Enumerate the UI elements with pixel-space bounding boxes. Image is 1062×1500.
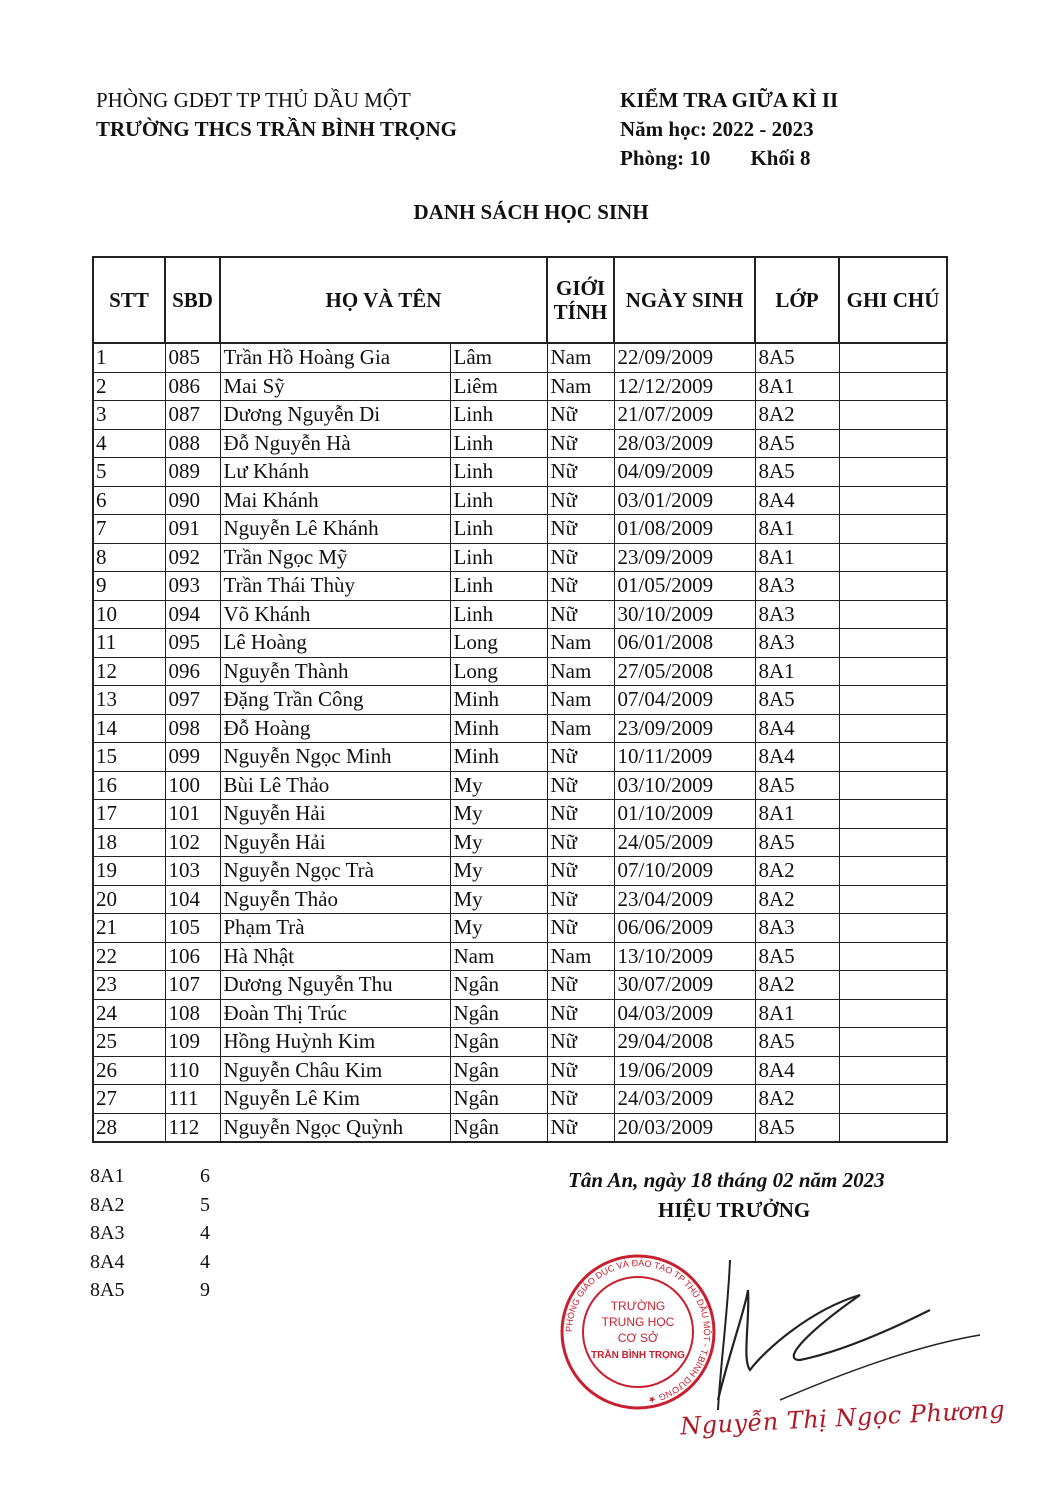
cell-gioi-tinh: Nữ [547,401,614,430]
cell-sbd: 094 [165,600,220,629]
cell-ghi-chu [839,857,947,886]
cell-ho: Dương Nguyễn Di [220,401,450,430]
col-header-gender-line2: TÍNH [553,300,608,324]
svg-text:TRẦN BÌNH TRỌNG: TRẦN BÌNH TRỌNG [591,1350,685,1361]
cell-gioi-tinh: Nữ [547,914,614,943]
cell-lop: 8A5 [755,828,839,857]
cell-lop: 8A1 [755,543,839,572]
cell-ten: Linh [450,515,547,544]
table-row [93,914,947,943]
table-row [93,629,947,658]
cell-ten: My [450,828,547,857]
col-header-name: HỌ VÀ TÊN [220,257,547,343]
cell-ho: Trần Thái Thùy [220,572,450,601]
cell-ngay-sinh: 24/05/2009 [614,828,755,857]
cell-ghi-chu [839,343,947,372]
cell-ngay-sinh: 22/09/2009 [614,343,755,372]
cell-ten: Ngân [450,1028,547,1057]
cell-ten: My [450,857,547,886]
header-right [620,86,838,173]
class-code: 8A4 [90,1250,125,1273]
cell-ngay-sinh: 23/09/2009 [614,543,755,572]
cell-lop: 8A2 [755,401,839,430]
cell-lop: 8A5 [755,771,839,800]
header-left [96,86,457,144]
cell-lop: 8A1 [755,657,839,686]
cell-lop: 8A5 [755,686,839,715]
cell-ngay-sinh: 23/09/2009 [614,714,755,743]
cell-gioi-tinh: Nữ [547,1056,614,1085]
cell-stt: 19 [93,857,165,886]
table-row [93,999,947,1028]
cell-gioi-tinh: Nữ [547,1113,614,1142]
cell-stt: 14 [93,714,165,743]
cell-lop: 8A4 [755,743,839,772]
cell-ten: My [450,914,547,943]
cell-ngay-sinh: 30/10/2009 [614,600,755,629]
cell-gioi-tinh: Nữ [547,458,614,487]
cell-ghi-chu [839,372,947,401]
cell-ten: Ngân [450,971,547,1000]
cell-lop: 8A3 [755,600,839,629]
exam-name: KIỂM TRA GIỮA KÌ II [620,88,839,112]
cell-ngay-sinh: 12/12/2009 [614,372,755,401]
cell-ho: Trần Ngọc Mỹ [220,543,450,572]
cell-gioi-tinh: Nữ [547,600,614,629]
cell-sbd: 107 [165,971,220,1000]
cell-ngay-sinh: 19/06/2009 [614,1056,755,1085]
cell-sbd: 101 [165,800,220,829]
table-row [93,1056,947,1085]
cell-ho: Phạm Trà [220,914,450,943]
cell-ghi-chu [839,657,947,686]
svg-text:CƠ SỞ: CƠ SỞ [617,1331,659,1345]
cell-lop: 8A3 [755,914,839,943]
cell-sbd: 099 [165,743,220,772]
cell-sbd: 090 [165,486,220,515]
cell-gioi-tinh: Nữ [547,572,614,601]
cell-ngay-sinh: 29/04/2008 [614,1028,755,1057]
cell-ngay-sinh: 13/10/2009 [614,942,755,971]
class-count: 4 [200,1250,210,1273]
cell-ho: Nguyễn Thành [220,657,450,686]
cell-gioi-tinh: Nữ [547,743,614,772]
cell-sbd: 108 [165,999,220,1028]
cell-ten: Linh [450,600,547,629]
handwritten-signature [690,1250,990,1420]
cell-ghi-chu [839,458,947,487]
cell-sbd: 106 [165,942,220,971]
cell-ghi-chu [839,429,947,458]
cell-stt: 11 [93,629,165,658]
class-count: 9 [200,1279,210,1301]
cell-gioi-tinh: Nữ [547,800,614,829]
cell-stt: 16 [93,771,165,800]
cell-sbd: 104 [165,885,220,914]
cell-ghi-chu [839,401,947,430]
cell-stt: 26 [93,1056,165,1085]
cell-ten: Lâm [450,343,547,372]
cell-stt: 8 [93,543,165,572]
cell-ho: Mai Sỹ [220,372,450,401]
cell-ho: Nguyễn Ngọc Minh [220,743,450,772]
cell-ngay-sinh: 06/01/2008 [614,629,755,658]
class-count-row [90,1248,210,1277]
cell-stt: 23 [93,971,165,1000]
cell-stt: 15 [93,743,165,772]
cell-ho: Nguyễn Hải [220,800,450,829]
cell-ghi-chu [839,515,947,544]
cell-ten: Linh [450,486,547,515]
table-row [93,372,947,401]
cell-ghi-chu [839,714,947,743]
cell-stt: 2 [93,372,165,401]
cell-lop: 8A3 [755,629,839,658]
class-code: 8A5 [90,1279,125,1301]
cell-ho: Đỗ Nguyễn Hà [220,429,450,458]
table-row [93,771,947,800]
cell-ho: Lê Hoàng [220,629,450,658]
cell-gioi-tinh: Nam [547,686,614,715]
cell-ho: Nguyễn Hải [220,828,450,857]
cell-ten: Linh [450,429,547,458]
class-count: 5 [200,1193,210,1216]
cell-lop: 8A1 [755,515,839,544]
cell-gioi-tinh: Nữ [547,828,614,857]
cell-gioi-tinh: Nữ [547,1085,614,1114]
cell-gioi-tinh: Nữ [547,885,614,914]
cell-ngay-sinh: 01/05/2009 [614,572,755,601]
col-header-sbd: SBD [165,257,220,343]
cell-stt: 27 [93,1085,165,1114]
cell-ho: Đoàn Thị Trúc [220,999,450,1028]
cell-sbd: 096 [165,657,220,686]
cell-ghi-chu [839,885,947,914]
cell-ghi-chu [839,486,947,515]
table-row [93,1085,947,1114]
cell-sbd: 105 [165,914,220,943]
cell-lop: 8A2 [755,1085,839,1114]
student-table [92,256,948,1143]
department-name: PHÒNG GDĐT TP THỦ DẦU MỘT [96,88,411,112]
cell-sbd: 085 [165,343,220,372]
table-row [93,572,947,601]
cell-ten: Linh [450,572,547,601]
cell-ten: Nam [450,942,547,971]
cell-gioi-tinh: Nam [547,343,614,372]
cell-ho: Dương Nguyễn Thu [220,971,450,1000]
cell-stt: 20 [93,885,165,914]
class-code: 8A3 [90,1222,125,1244]
cell-ten: Linh [450,458,547,487]
cell-lop: 8A5 [755,343,839,372]
cell-ho: Mai Khánh [220,486,450,515]
table-row [93,657,947,686]
cell-ghi-chu [839,1113,947,1142]
cell-gioi-tinh: Nam [547,657,614,686]
cell-ho: Lư Khánh [220,458,450,487]
cell-ghi-chu [839,971,947,1000]
cell-ho: Hà Nhật [220,942,450,971]
cell-ngay-sinh: 24/03/2009 [614,1085,755,1114]
cell-sbd: 110 [165,1056,220,1085]
cell-ghi-chu [839,828,947,857]
cell-ghi-chu [839,800,947,829]
class-count: 6 [200,1165,210,1187]
cell-lop: 8A5 [755,1028,839,1057]
cell-ngay-sinh: 28/03/2009 [614,429,755,458]
cell-ten: Liêm [450,372,547,401]
cell-gioi-tinh: Nữ [547,429,614,458]
cell-ngay-sinh: 07/10/2009 [614,857,755,886]
table-row [93,486,947,515]
cell-ngay-sinh: 30/07/2009 [614,971,755,1000]
cell-ngay-sinh: 27/05/2008 [614,657,755,686]
class-count-row [90,1191,210,1220]
col-header-stt: STT [93,257,165,343]
class-code: 8A2 [90,1193,125,1216]
cell-stt: 7 [93,515,165,544]
svg-text:TRƯỜNG: TRƯỜNG [610,1299,666,1313]
cell-ho: Bùi Lê Thảo [220,771,450,800]
cell-sbd: 103 [165,857,220,886]
signer-title: HIỆU TRƯỞNG [658,1198,811,1222]
cell-ghi-chu [839,1028,947,1057]
cell-stt: 1 [93,343,165,372]
cell-ngay-sinh: 04/09/2009 [614,458,755,487]
cell-ngay-sinh: 07/04/2009 [614,686,755,715]
cell-sbd: 100 [165,771,220,800]
cell-ten: Minh [450,714,547,743]
cell-ten: Minh [450,686,547,715]
class-code: 8A1 [90,1165,125,1187]
table-row [93,543,947,572]
cell-ten: My [450,800,547,829]
cell-ho: Hồng Huỳnh Kim [220,1028,450,1057]
cell-ngay-sinh: 01/08/2009 [614,515,755,544]
table-row [93,971,947,1000]
col-header-gender [547,257,614,343]
svg-text:PHÒNG GIÁO DỤC VÀ ĐÀO TẠO TP T: PHÒNG GIÁO DỤC VÀ ĐÀO TẠO TP THỦ DẦU MỘT - T.BÌNH DƯƠNG ★ [563,1257,713,1406]
cell-lop: 8A4 [755,1056,839,1085]
cell-ngay-sinh: 03/10/2009 [614,771,755,800]
cell-ghi-chu [839,999,947,1028]
table-row [93,515,947,544]
cell-ten: Ngân [450,999,547,1028]
cell-gioi-tinh: Nữ [547,1028,614,1057]
cell-ghi-chu [839,914,947,943]
cell-sbd: 112 [165,1113,220,1142]
cell-gioi-tinh: Nam [547,714,614,743]
cell-ghi-chu [839,1085,947,1114]
cell-ho: Nguyễn Ngọc Quỳnh [220,1113,450,1142]
room-grade [620,144,838,173]
table-row [93,458,947,487]
table-row [93,857,947,886]
signer-name: Nguyễn Thị Ngọc Phương [679,1395,1006,1441]
cell-ten: Ngân [450,1056,547,1085]
cell-ten: Long [450,657,547,686]
cell-lop: 8A2 [755,885,839,914]
cell-lop: 8A3 [755,572,839,601]
cell-lop: 8A2 [755,857,839,886]
table-row [93,885,947,914]
cell-ngay-sinh: 20/03/2009 [614,1113,755,1142]
cell-sbd: 092 [165,543,220,572]
cell-ho: Nguyễn Thảo [220,885,450,914]
cell-ghi-chu [839,743,947,772]
cell-ghi-chu [839,572,947,601]
cell-ghi-chu [839,1056,947,1085]
cell-sbd: 091 [165,515,220,544]
cell-gioi-tinh: Nữ [547,971,614,1000]
table-row [93,343,947,372]
cell-lop: 8A1 [755,372,839,401]
cell-lop: 8A1 [755,999,839,1028]
page-title: DANH SÁCH HỌC SINH [413,200,649,224]
table-row [93,828,947,857]
cell-lop: 8A5 [755,458,839,487]
cell-ho: Đỗ Hoàng [220,714,450,743]
table-header-row [93,257,947,343]
cell-stt: 25 [93,1028,165,1057]
cell-ho: Đặng Trần Công [220,686,450,715]
cell-stt: 6 [93,486,165,515]
cell-ho: Nguyễn Ngọc Trà [220,857,450,886]
table-row [93,743,947,772]
cell-ngay-sinh: 04/03/2009 [614,999,755,1028]
cell-stt: 18 [93,828,165,857]
class-count-row [90,1162,210,1191]
cell-ho: Nguyễn Châu Kim [220,1056,450,1085]
cell-sbd: 093 [165,572,220,601]
cell-ghi-chu [839,942,947,971]
room: Phòng: 10 [620,146,711,170]
cell-gioi-tinh: Nam [547,629,614,658]
cell-gioi-tinh: Nam [547,372,614,401]
class-count: 4 [200,1222,210,1244]
table-row [93,1028,947,1057]
cell-ten: Ngân [450,1113,547,1142]
cell-lop: 8A5 [755,942,839,971]
cell-ho: Nguyễn Lê Kim [220,1085,450,1114]
col-header-dob: NGÀY SINH [614,257,755,343]
cell-ngay-sinh: 10/11/2009 [614,743,755,772]
cell-gioi-tinh: Nữ [547,999,614,1028]
cell-ghi-chu [839,686,947,715]
cell-gioi-tinh: Nữ [547,771,614,800]
class-count-row [90,1219,210,1248]
cell-ngay-sinh: 01/10/2009 [614,800,755,829]
cell-stt: 21 [93,914,165,943]
cell-sbd: 109 [165,1028,220,1057]
col-header-class: LỚP [755,257,839,343]
class-count-row [90,1276,210,1305]
table-row [93,1113,947,1142]
cell-stt: 9 [93,572,165,601]
cell-ghi-chu [839,771,947,800]
cell-ten: Linh [450,543,547,572]
cell-sbd: 095 [165,629,220,658]
cell-ten: Long [450,629,547,658]
cell-sbd: 086 [165,372,220,401]
cell-lop: 8A5 [755,429,839,458]
cell-ten: Ngân [450,1085,547,1114]
cell-stt: 4 [93,429,165,458]
cell-sbd: 097 [165,686,220,715]
table-row [93,942,947,971]
cell-ngay-sinh: 21/07/2009 [614,401,755,430]
cell-sbd: 102 [165,828,220,857]
class-count-summary [90,1162,210,1305]
cell-ngay-sinh: 03/01/2009 [614,486,755,515]
cell-ho: Trần Hồ Hoàng Gia [220,343,450,372]
cell-ghi-chu [839,629,947,658]
cell-gioi-tinh: Nữ [547,515,614,544]
cell-sbd: 089 [165,458,220,487]
col-header-gender-line1: GIỚI [556,276,606,300]
table-row [93,686,947,715]
cell-ghi-chu [839,543,947,572]
cell-ngay-sinh: 06/06/2009 [614,914,755,943]
cell-stt: 22 [93,942,165,971]
cell-sbd: 098 [165,714,220,743]
cell-stt: 5 [93,458,165,487]
cell-sbd: 087 [165,401,220,430]
cell-ho: Võ Khánh [220,600,450,629]
table-row [93,800,947,829]
table-row [93,429,947,458]
cell-ten: Linh [450,401,547,430]
school-name: TRƯỜNG THCS TRẦN BÌNH TRỌNG [96,117,457,141]
cell-ten: Minh [450,743,547,772]
place-date: Tân An, ngày 18 tháng 02 năm 2023 [568,1168,885,1192]
cell-lop: 8A2 [755,971,839,1000]
cell-ghi-chu [839,600,947,629]
cell-sbd: 088 [165,429,220,458]
table-row [93,401,947,430]
table-row [93,600,947,629]
school-year: Năm học: 2022 - 2023 [620,117,814,141]
cell-lop: 8A1 [755,800,839,829]
cell-stt: 17 [93,800,165,829]
svg-text:TRUNG HỌC: TRUNG HỌC [601,1315,675,1329]
cell-gioi-tinh: Nữ [547,486,614,515]
cell-ho: Nguyễn Lê Khánh [220,515,450,544]
cell-ten: My [450,771,547,800]
grade: Khối 8 [750,146,811,170]
cell-gioi-tinh: Nữ [547,857,614,886]
cell-stt: 3 [93,401,165,430]
cell-stt: 28 [93,1113,165,1142]
cell-ngay-sinh: 23/04/2009 [614,885,755,914]
cell-gioi-tinh: Nam [547,942,614,971]
cell-ten: My [450,885,547,914]
cell-stt: 10 [93,600,165,629]
cell-stt: 24 [93,999,165,1028]
cell-lop: 8A5 [755,1113,839,1142]
table-row [93,714,947,743]
cell-stt: 13 [93,686,165,715]
cell-lop: 8A4 [755,714,839,743]
cell-lop: 8A4 [755,486,839,515]
cell-sbd: 111 [165,1085,220,1114]
cell-stt: 12 [93,657,165,686]
cell-gioi-tinh: Nữ [547,543,614,572]
col-header-note: GHI CHÚ [839,257,947,343]
